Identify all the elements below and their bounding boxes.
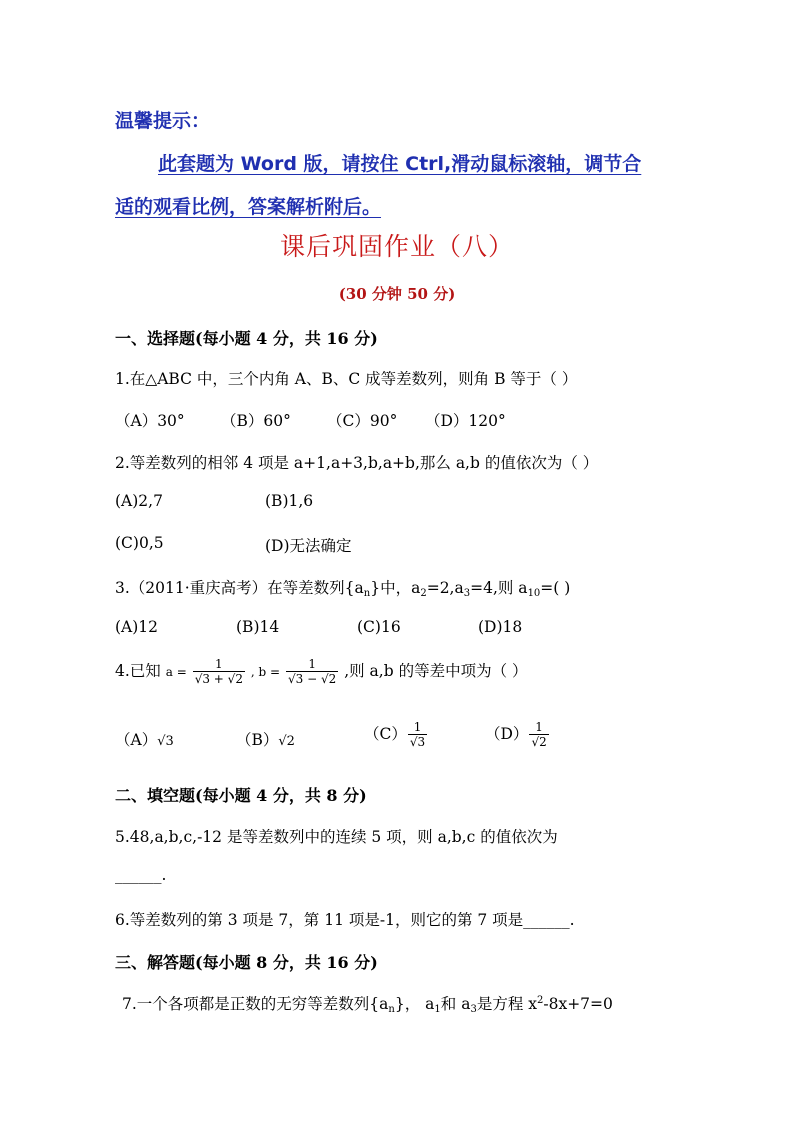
- page-title: 课后巩固作业（八）: [279, 232, 514, 261]
- question-1-stem: 1.在△ABC 中，三个内角 A、B、C 成等差数列，则角 B 等于（ ）: [115, 370, 578, 388]
- section-heading-choice: 一、选择题(每小题 4 分，共 16 分): [115, 329, 378, 348]
- question-2-option-c: (C)0,5: [115, 534, 164, 552]
- question-1-option-c: （C）90°: [327, 412, 398, 430]
- section-heading-answer: 三、解答题(每小题 8 分，共 16 分): [115, 953, 378, 972]
- question-2-stem: 2.等差数列的相邻 4 项是 a+1,a+3,b,a+b,那么 a,b 的值依次为（ ）: [115, 454, 599, 472]
- question-4-option-b: （B）√2: [236, 731, 295, 749]
- question-7-stem: 7.一个各项都是正数的无穷等差数列$\{a_n\}$， $a_1$和 $a_3$是方程 $x^2-8x+7=0$: [122, 995, 613, 1015]
- question-3-stem: 3.（2011·重庆高考）在等差数列$\{a_n\}$中，$a_2=2,a_3=4$,则 $a_{10}=$( ): [115, 579, 571, 599]
- question-2-option-b: (B)1,6: [265, 492, 314, 510]
- question-3-option-a: (A)12: [115, 618, 159, 636]
- section-heading-fill: 二、填空题(每小题 4 分，共 8 分): [115, 786, 367, 805]
- question-6-stem: 6.等差数列的第 3 项是 7，第 11 项是-1，则它的第 7 项是______.: [115, 911, 575, 929]
- question-5-blank: ______.: [115, 866, 167, 884]
- question-4-option-d: （D） $\frac{1}{√2}$: [485, 720, 547, 749]
- tip-title: 温馨提示：: [115, 110, 211, 132]
- question-2-option-a: (A)2,7: [115, 492, 163, 510]
- question-3-option-d: (D)18: [478, 618, 523, 636]
- tip-line-2: 适的观看比例，答案解析附后。: [115, 196, 382, 218]
- question-4-option-c: （C） $\frac{1}{√3}$: [364, 720, 426, 749]
- fraction-b: $\frac{1}{√3 - √2}$: [288, 657, 337, 686]
- question-5-stem: 5.48,a,b,c,-12 是等差数列中的连续 5 项，则 a,b,c 的值依次为: [115, 828, 558, 846]
- page-subtitle: (30 分钟 50 分): [338, 285, 456, 303]
- question-4-stem: 4.已知 a = $\frac{1}{√3 + √2}$ , b = $\frac{1}{√3 - √2}$ ,则 a,b 的等差中项为（ ）: [115, 657, 528, 686]
- question-1-option-a: （A）30°: [115, 412, 185, 430]
- question-3-option-c: (C)16: [357, 618, 401, 636]
- question-1-option-d: （D）120°: [425, 412, 506, 430]
- question-2-option-d: (D)无法确定: [265, 537, 352, 555]
- question-4-option-a: （A）√3: [115, 731, 174, 749]
- question-3-option-b: (B)14: [236, 618, 280, 636]
- fraction-a: $\frac{1}{√3 + √2}$: [194, 657, 243, 686]
- question-1-option-b: （B）60°: [221, 412, 291, 430]
- tip-line-1: 此套题为 Word 版，请按住 Ctrl,滑动鼠标滚轴，调节合: [158, 153, 642, 175]
